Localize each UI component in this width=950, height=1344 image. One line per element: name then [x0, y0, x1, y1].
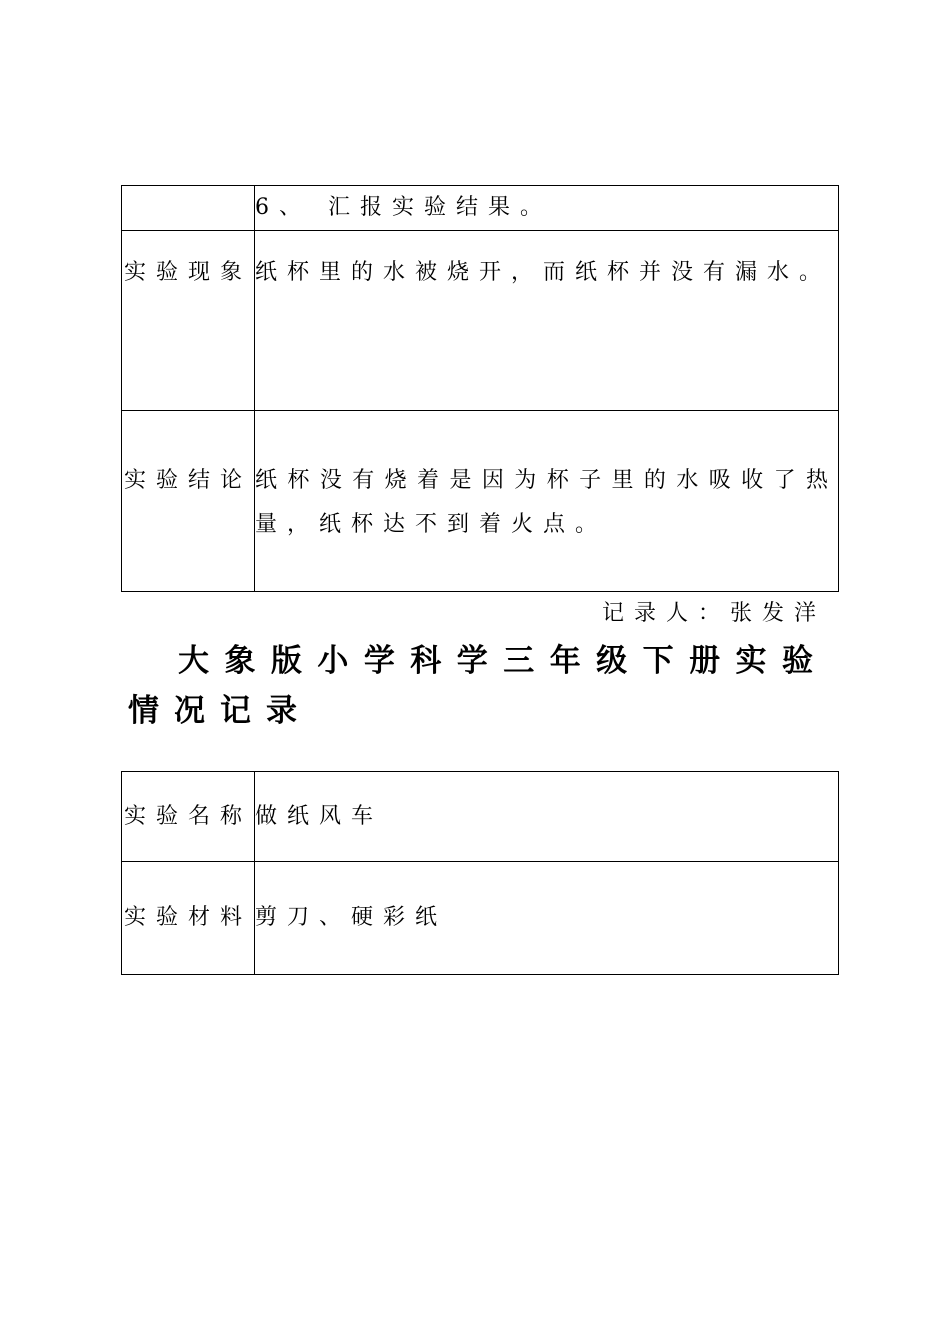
row-content: 6、 汇报实验结果。 — [255, 186, 839, 231]
page-title: 大象版小学科学三年级下册实验情况记录 — [128, 643, 828, 729]
row-label-materials: 实验材料 — [122, 862, 255, 975]
experiment-table — [121, 771, 839, 975]
table-row — [122, 186, 839, 231]
row-label — [122, 186, 255, 231]
row-label-phenomenon: 实验现象 — [122, 231, 255, 411]
experiment-table-continued — [121, 185, 839, 592]
table-row — [122, 411, 839, 592]
row-content-name: 做纸风车 — [255, 772, 839, 862]
row-content-phenomenon: 纸杯里的水被烧开，而纸杯并没有漏水。 — [255, 231, 839, 411]
table-row — [122, 862, 839, 975]
table-row — [122, 772, 839, 862]
row-label-name: 实验名称 — [122, 772, 255, 862]
row-content-conclusion: 纸杯没有烧着是因为杯子里的水吸收了热量，纸杯达不到着火点。 — [255, 411, 839, 592]
row-label-conclusion: 实验结论 — [122, 411, 255, 592]
recorder-signature: 记录人：张发洋 — [601, 601, 826, 626]
table-row — [122, 231, 839, 411]
row-content-materials: 剪刀、硬彩纸 — [255, 862, 839, 975]
